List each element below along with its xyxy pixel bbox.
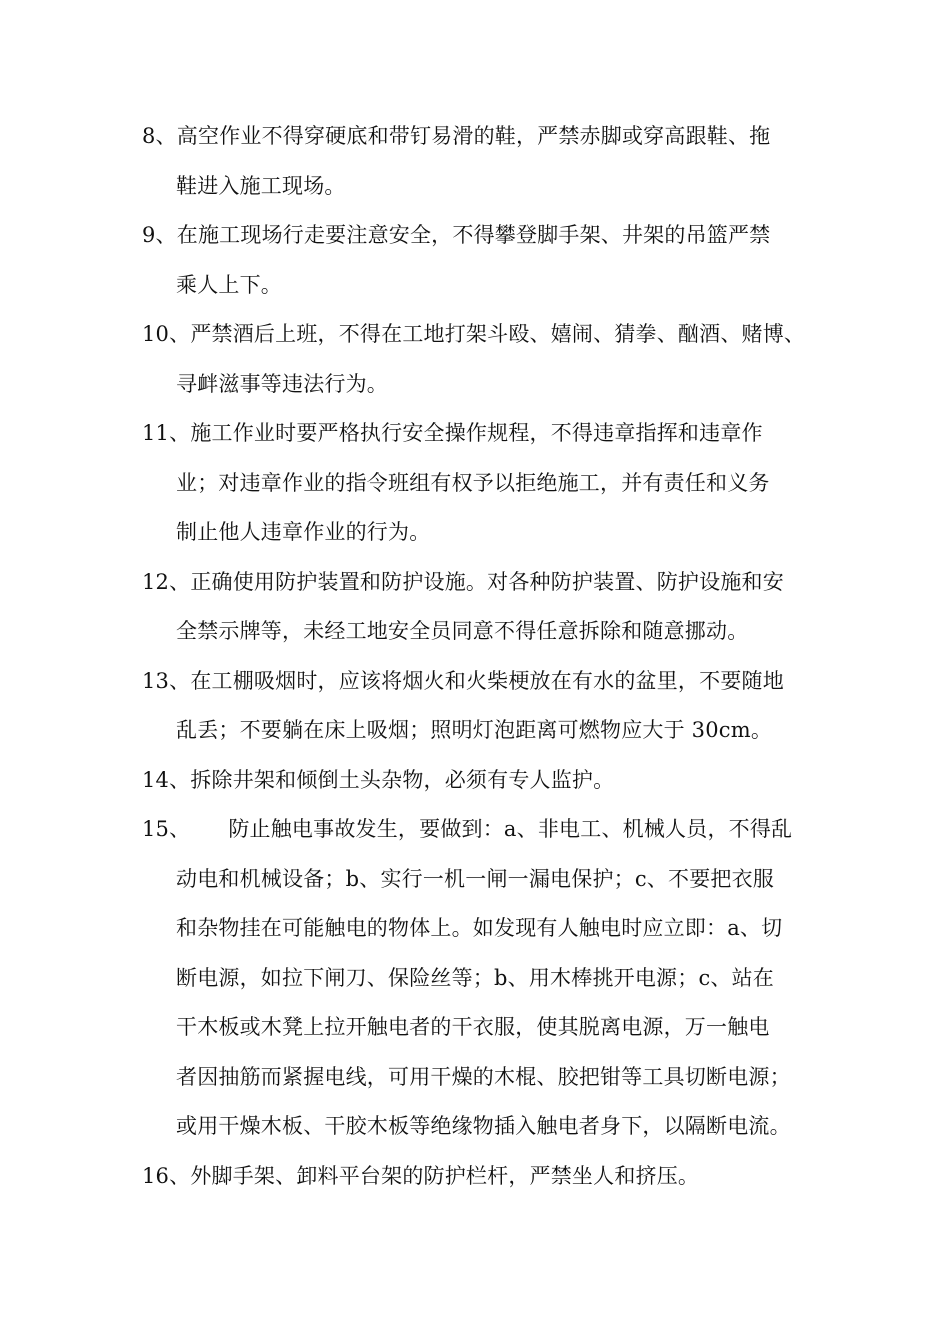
rule-text: 在施工现场行走要注意安全，不得攀登脚手架、井架的吊篮严禁 bbox=[176, 223, 771, 247]
rule-number: 10、 bbox=[142, 322, 191, 346]
rule-text: 外脚手架、卸料平台架的防护栏杆，严禁坐人和挤压。 bbox=[190, 1163, 700, 1188]
rule-10 bbox=[142, 310, 822, 409]
safety-rules-list bbox=[142, 112, 822, 1201]
rule-line bbox=[142, 310, 822, 360]
rule-text: 乘人上下。 bbox=[176, 272, 282, 297]
rule-text: 或用干燥木板、干胶木板等绝缘物插入触电者身下，以隔断电流。 bbox=[176, 1114, 791, 1138]
rule-line bbox=[142, 756, 822, 806]
rule-number: 12、 bbox=[142, 569, 191, 594]
rule-text: 正确使用防护装置和防护设施。对各种防护装置、防护设施和安 bbox=[190, 569, 784, 594]
rule-text: 严禁酒后上班，不得在工地打架斗殴、嬉闹、猜拳、酗酒、赌博、 bbox=[190, 322, 806, 346]
rule-text: 防止触电事故发生，要做到：a、非电工、机械人员，不得乱 bbox=[228, 817, 793, 841]
rule-text: 乱丢；不要躺在床上吸烟；照明灯泡距离可燃物应大于 30cm。 bbox=[176, 718, 773, 742]
rule-8 bbox=[142, 112, 822, 211]
rule-line bbox=[142, 211, 822, 261]
rule-text: 全禁示牌等，未经工地安全员同意不得任意拆除和随意挪动。 bbox=[176, 619, 749, 643]
rule-text: 在工棚吸烟时，应该将烟火和火柴梗放在有水的盆里，不要随地 bbox=[190, 668, 784, 693]
rule-number: 8、 bbox=[142, 124, 177, 148]
rule-line bbox=[142, 657, 822, 707]
rule-line bbox=[142, 805, 822, 855]
rule-number: 14、 bbox=[142, 767, 191, 792]
rule-text: 寻衅滋事等违法行为。 bbox=[176, 371, 388, 396]
rule-13 bbox=[142, 657, 822, 756]
rule-number: 16、 bbox=[142, 1163, 191, 1188]
rule-text: 鞋进入施工现场。 bbox=[176, 173, 346, 198]
rule-text: 业；对违章作业的指令班组有权予以拒绝施工，并有责任和义务 bbox=[176, 470, 770, 495]
rule-text: 制止他人违章作业的行为。 bbox=[176, 520, 431, 544]
rule-text: 拆除井架和倾倒土头杂物，必须有专人监护。 bbox=[190, 767, 615, 792]
rule-number: 13、 bbox=[142, 668, 191, 693]
rule-line bbox=[142, 409, 822, 459]
rule-text: 施工作业时要严格执行安全操作规程，不得违章指挥和违章作 bbox=[190, 421, 763, 445]
rule-text: 干木板或木凳上拉开触电者的干衣服，使其脱离电源，万一触电 bbox=[176, 1015, 770, 1039]
rule-text: 动电和机械设备；b、实行一机一闸一漏电保护；c、不要把衣服 bbox=[176, 866, 775, 891]
rule-11 bbox=[142, 409, 822, 558]
rule-line bbox=[142, 1152, 822, 1202]
rule-text: 断电源，如拉下闸刀、保险丝等；b、用木棒挑开电源；c、站在 bbox=[176, 965, 775, 990]
rule-number: 9、 bbox=[142, 223, 177, 247]
rule-number: 11、 bbox=[142, 421, 191, 445]
rule-15 bbox=[142, 805, 822, 1152]
rule-16 bbox=[142, 1152, 822, 1202]
rule-9 bbox=[142, 211, 822, 310]
rule-line bbox=[142, 112, 822, 162]
rule-text: 高空作业不得穿硬底和带钉易滑的鞋，严禁赤脚或穿高跟鞋、拖 bbox=[176, 124, 771, 148]
rule-number: 15、 bbox=[142, 817, 191, 841]
rule-text: 和杂物挂在可能触电的物体上。如发现有人触电时应立即：a、切 bbox=[176, 916, 783, 940]
rule-14 bbox=[142, 756, 822, 806]
rule-12 bbox=[142, 558, 822, 657]
rule-text: 者因抽筋而紧握电线，可用干燥的木棍、胶把钳等工具切断电源； bbox=[176, 1064, 791, 1089]
rule-line bbox=[142, 558, 822, 608]
